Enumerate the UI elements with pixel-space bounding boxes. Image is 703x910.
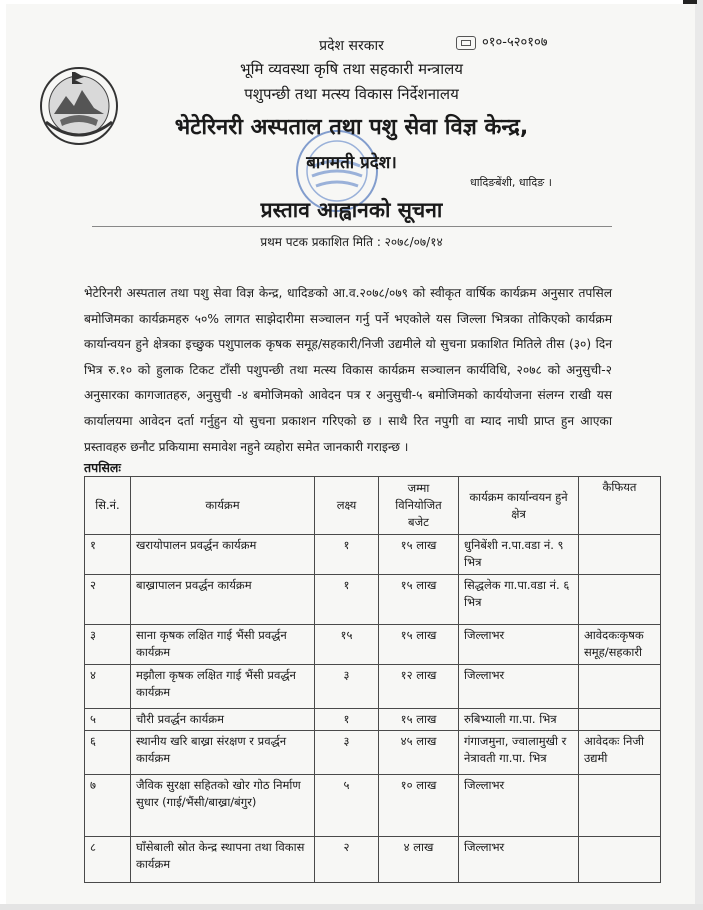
cell-remarks bbox=[579, 575, 661, 625]
cell-program: चौरी प्रवर्द्धन कार्यक्रम bbox=[131, 709, 315, 731]
cell-remarks bbox=[579, 535, 661, 575]
cell-budget: १५ लाख bbox=[379, 535, 459, 575]
cell-target: ३ bbox=[315, 665, 379, 709]
header-program: कार्यक्रम bbox=[131, 477, 315, 535]
scan-mark bbox=[683, 0, 697, 4]
government-heading: प्रदेश सरकार bbox=[319, 38, 384, 54]
province-heading: बागमती प्रदेश। bbox=[306, 153, 397, 173]
cell-area: जिल्लाभर bbox=[459, 665, 579, 709]
cell-target: १ bbox=[315, 575, 379, 625]
cell-target: १५ bbox=[315, 625, 379, 665]
cell-budget: १२ लाख bbox=[379, 665, 459, 709]
cell-budget: १० लाख bbox=[379, 775, 459, 837]
table-row bbox=[85, 535, 661, 575]
cell-target: ५ bbox=[315, 775, 379, 837]
cell-program: खरायोपालन प्रवर्द्धन कार्यक्रम bbox=[131, 535, 315, 575]
header-target: लक्ष्य bbox=[315, 477, 379, 535]
cell-remarks bbox=[579, 665, 661, 709]
cell-program: साना कृषक लक्षित गाई भैंसी प्रवर्द्धन कार्यक्रम bbox=[131, 625, 315, 665]
table-row bbox=[85, 837, 661, 883]
publish-date: प्रथम पटक प्रकाशित मिति : २०७८/०७/१४ bbox=[260, 235, 443, 249]
office-address: धादिङबेंशी, धादिङ । bbox=[470, 176, 552, 189]
title-divider bbox=[92, 226, 612, 227]
cell-program: बाख्रापालन प्रवर्द्धन कार्यक्रम bbox=[131, 575, 315, 625]
cell-program: मझौला कृषक लक्षित गाई भैंसी प्रवर्द्धन कार्यक्रम bbox=[131, 665, 315, 709]
table-row bbox=[85, 709, 661, 731]
program-table bbox=[84, 476, 661, 883]
table-row bbox=[85, 575, 661, 625]
cell-target: १ bbox=[315, 709, 379, 731]
cell-sn: ५ bbox=[85, 709, 131, 731]
cell-remarks: आवेदकः निजी उद्यमी bbox=[579, 731, 661, 775]
cell-program: स्थानीय खरि बाख्रा संरक्षण र प्रवर्द्धन कार्यक्रम bbox=[131, 731, 315, 775]
cell-area: सिद्धलेक गा.पा.वडा नं. ६ भित्र bbox=[459, 575, 579, 625]
cell-budget: ४५ लाख bbox=[379, 731, 459, 775]
details-label: तपसिलः bbox=[84, 460, 121, 475]
notice-title: प्रस्ताव आह्वानको सूचना bbox=[260, 198, 443, 222]
table-row bbox=[85, 625, 661, 665]
cell-sn: १ bbox=[85, 535, 131, 575]
cell-sn: ७ bbox=[85, 775, 131, 837]
cell-sn: ८ bbox=[85, 837, 131, 883]
cell-target: २ bbox=[315, 837, 379, 883]
cell-budget: १५ लाख bbox=[379, 575, 459, 625]
cell-remarks bbox=[579, 775, 661, 837]
phone-number-text: ०१०-५२०१०७ bbox=[482, 35, 548, 50]
cell-sn: ४ bbox=[85, 665, 131, 709]
table-row bbox=[85, 665, 661, 709]
directorate-heading: पशुपन्छी तथा मत्स्य विकास निर्देशनालय bbox=[244, 85, 459, 103]
cell-area: रुबिभ्याली गा.पा. भित्र bbox=[459, 709, 579, 731]
table-header-row bbox=[85, 477, 661, 535]
header-budget: जम्मा विनियोजित बजेट bbox=[379, 477, 459, 535]
cell-area: धुनिबेंशी न.पा.वडा नं. ९ भित्र bbox=[459, 535, 579, 575]
cell-sn: ३ bbox=[85, 625, 131, 665]
cell-program: घाँसेबाली स्रोत केन्द्र स्थापना तथा विकास कार्यक्रम bbox=[131, 837, 315, 883]
header-remarks: कैफियत bbox=[579, 477, 661, 535]
cell-target: ३ bbox=[315, 731, 379, 775]
cell-target: १ bbox=[315, 535, 379, 575]
cell-remarks bbox=[579, 709, 661, 731]
cell-budget: ४ लाख bbox=[379, 837, 459, 883]
notice-body: भेटेरिनरी अस्पताल तथा पशु सेवा विज्ञ केन्द्र, धादिङको आ.व.२०७८/०७९ को स्वीकृत वार्षिक कार्यक्रम अनुसार तपसिल बमोजिमका कार्यक्रमहरु ५०% लागत साझेदारीमा सञ्चालन गर्नु पर्ने भएकोले यस जिल्ला भित्रका तोकिएको कार्यक्रम कार्यान्वयन हुने क्षेत्रका इच्छुक पशुपालक कृषक समूह/सहकारी/निजी उद्यमीले यो सुचना प्रकाशित मितिले तीस (३०) दिन भित्र रु.१० को हुलाक टिकट टाँसी पशुपन्छी तथा मत्स्य विकास कार्यक्रम सञ्चालन कार्यविधि, २०७८ को अनुसुची-२ अनुसारका कागजातहरु, अनुसुची -४ बमोजिमको आवेदन पत्र र अनुसुची-५ बमोजिमको कार्ययोजना संलग्न राखी यस कार्यालयमा आवेदन दर्ता गर्नुहुन यो सुचना प्रकाशन गरिएको छ । साथै रित नपुगी वा म्याद नाघी प्राप्त हुन आएका प्रस्तावहरु छनौट प्रकियामा समावेश नहुने व्यहोरा समेत जानकारी गराइन्छ । bbox=[84, 286, 612, 454]
page-edge-bottom bbox=[0, 904, 703, 910]
cell-sn: ६ bbox=[85, 731, 131, 775]
cell-area: गंगाजमुना, ज्वालामुखी र नेत्रावती गा.पा. भित्र bbox=[459, 731, 579, 775]
cell-remarks bbox=[579, 837, 661, 883]
header-area: कार्यक्रम कार्यान्वयन हुने क्षेत्र bbox=[459, 477, 579, 535]
ministry-heading: भूमि व्यवस्था कृषि तथा सहकारी मन्त्रालय bbox=[240, 60, 463, 78]
cell-program: जैविक सुरक्षा सहितको खोर गोठ निर्माण सुधार (गाई/भैंसी/बाख्रा/बंगुर) bbox=[131, 775, 315, 837]
cell-budget: १५ लाख bbox=[379, 709, 459, 731]
table-row bbox=[85, 731, 661, 775]
table-row bbox=[85, 775, 661, 837]
cell-remarks: आवेदकःकृषक समूह/सहकारी bbox=[579, 625, 661, 665]
cell-area: जिल्लाभर bbox=[459, 837, 579, 883]
header-sn: सि.नं. bbox=[85, 477, 131, 535]
cell-sn: २ bbox=[85, 575, 131, 625]
cell-budget: १५ लाख bbox=[379, 625, 459, 665]
office-heading: भेटेरिनरी अस्पताल तथा पशु सेवा विज्ञ केन्द्र, bbox=[174, 115, 529, 140]
cell-area: जिल्लाभर bbox=[459, 625, 579, 665]
cell-area: जिल्लाभर bbox=[459, 775, 579, 837]
